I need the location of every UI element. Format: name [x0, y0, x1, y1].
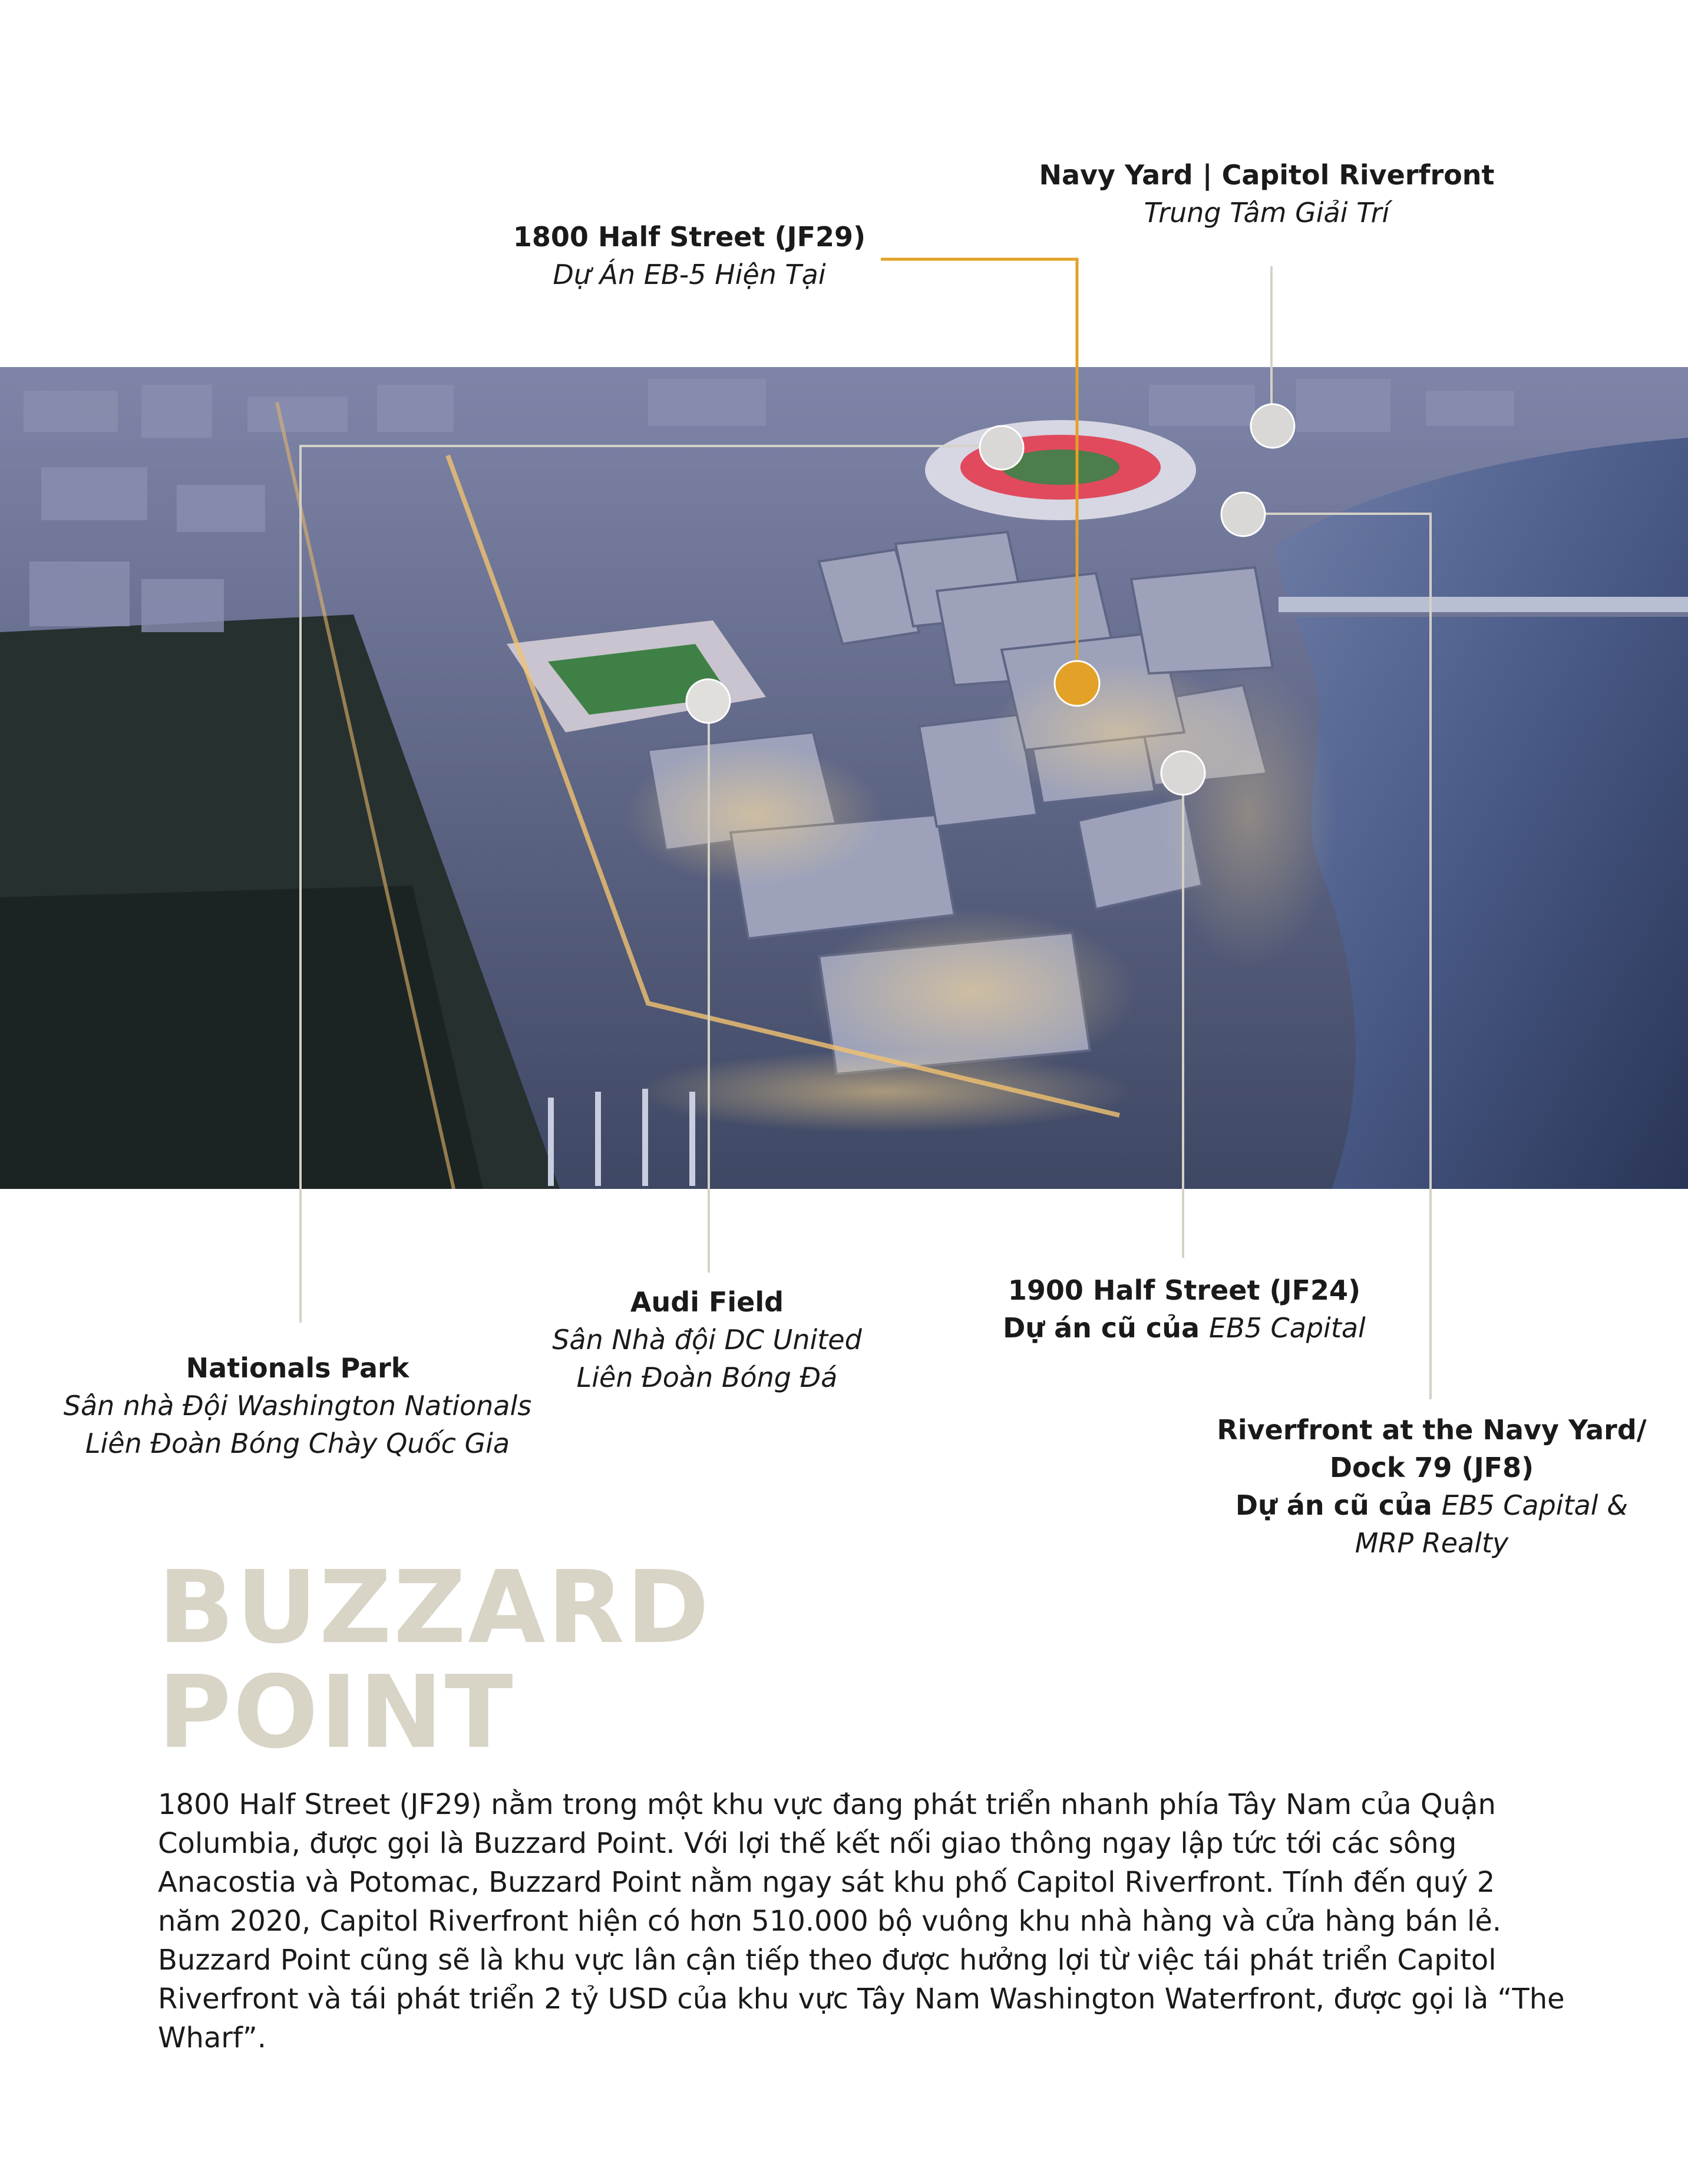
callout-subtitle: Dự Án EB-5 Hiện Tại — [553, 259, 826, 290]
headline-line: BUZZARD — [158, 1549, 711, 1666]
headline-line: POINT — [158, 1654, 515, 1771]
body-paragraph: 1800 Half Street (JF29) nằm trong một khu vực đang phát triển nhanh phía Tây Nam của Quận Columbia, được gọi là Buzzard Point. Với lợi thế kết nối giao thông ngay lập tức tới các sông Anacostia và Potomac, Buzzard Point nằm ngay sát khu phố Capitol Riverfront. Tính đến quý 2 năm 2020, Capitol Riverfront hiện có hơn 510.000 bộ vuông khu nhà hàng và cửa hàng bán lẻ. Buzzard Point cũng sẽ là khu vực lân cận tiếp theo được hưởng lợi từ việc tái phát triển Capitol Riverfront và tái phát triển 2 tỷ USD của khu vực Tây Nam Washington Waterfront, được gọi là “The Wharf”. — [158, 1788, 1565, 2054]
callout-line: Liên Đoàn Bóng Đá — [576, 1362, 838, 1393]
callout-subtitle: Trung Tâm Giải Trí — [1144, 197, 1390, 229]
callout-line: Liên Đoàn Bóng Chày Quốc Gia — [85, 1428, 510, 1459]
callout-line: Sân Nhà đội DC United — [552, 1324, 862, 1356]
callout-riverfront — [1178, 1411, 1685, 1562]
callout-1900-half-street — [972, 1271, 1396, 1347]
callout-title: Dock 79 (JF8) — [1329, 1452, 1534, 1483]
callout-title: 1900 Half Street (JF24) — [1007, 1274, 1361, 1306]
callout-1800-half-street — [483, 218, 896, 293]
callout-navy-yard — [1002, 156, 1532, 232]
callout-title: Nationals Park — [186, 1352, 409, 1384]
callout-line — [972, 1309, 1396, 1347]
page-headline — [158, 1549, 711, 1771]
callout-company: EB5 Capital — [1209, 1312, 1366, 1344]
callout-nationals-park — [35, 1349, 560, 1462]
callout-title: 1800 Half Street (JF29) — [513, 221, 866, 253]
callout-title: Navy Yard | Capitol Riverfront — [1039, 159, 1495, 191]
callout-line: Sân nhà Đội Washington Nationals — [63, 1390, 532, 1422]
callout-company: EB5 Capital & — [1441, 1489, 1628, 1521]
aerial-rendering — [0, 367, 1688, 1189]
callout-prefix: Dự án cũ của — [1003, 1312, 1210, 1344]
callout-line — [1178, 1486, 1685, 1524]
callout-title: Audi Field — [630, 1286, 784, 1318]
callout-title: Riverfront at the Navy Yard/ — [1217, 1414, 1647, 1446]
callout-line: MRP Realty — [1355, 1527, 1509, 1559]
callout-prefix: Dự án cũ của — [1235, 1489, 1442, 1521]
callout-audi-field — [513, 1283, 901, 1396]
